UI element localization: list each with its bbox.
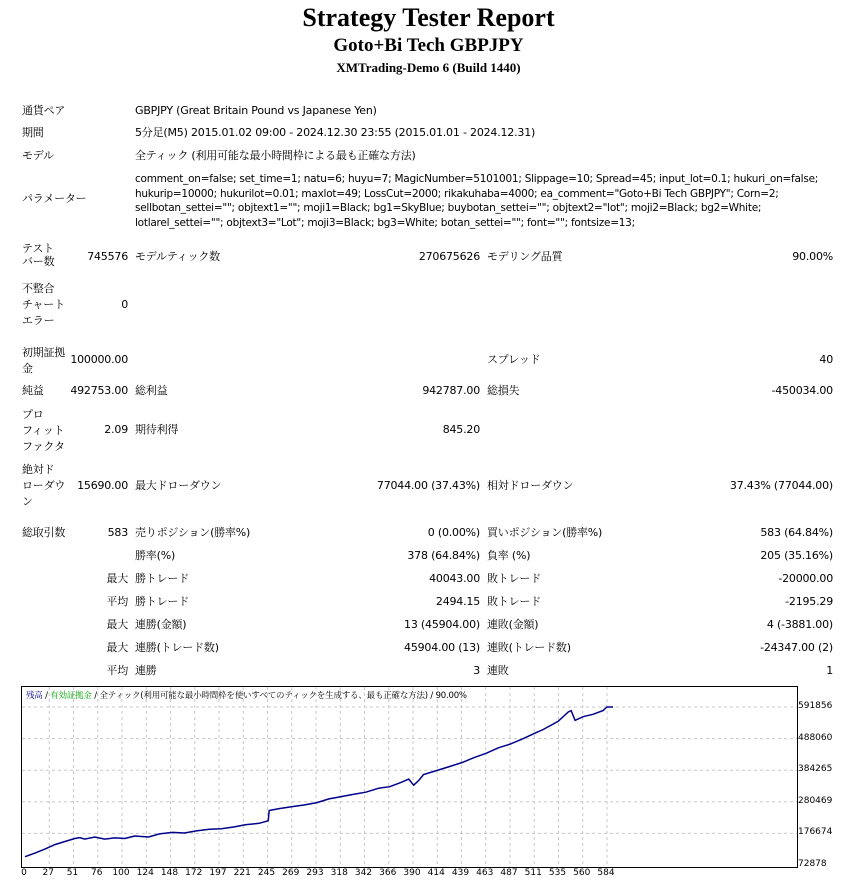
legend-balance: 残高: [26, 691, 43, 701]
balance-line: [25, 707, 613, 857]
x-tick-label: 511: [524, 868, 542, 878]
legend-equity: 有効証拠金: [50, 691, 92, 701]
x-tick-label: 245: [257, 868, 276, 878]
x-tick-label: 197: [209, 868, 227, 878]
max-drawdown-label: 最大ドローダウン: [135, 479, 222, 492]
avg-consec-losses-label: 連敗: [487, 664, 509, 677]
report-subtitle: Goto+Bi Tech GBPJPY: [333, 35, 524, 56]
x-tick-label: 221: [233, 868, 251, 878]
quality-value: 90.00%: [792, 250, 833, 263]
net-profit-label: 純益: [22, 384, 44, 397]
symbol-value: GBPJPY (Great Britain Pound vs Japanese Yen): [135, 104, 377, 117]
x-tick-label: 366: [379, 868, 397, 878]
x-tick-label: 172: [185, 868, 203, 878]
max-consec-profit-value: 45904.00 (13): [404, 641, 480, 654]
gross-loss-value: -450034.00: [771, 384, 833, 397]
period-value: 5分足(M5) 2015.01.02 09:00 - 2024.12.30 23:55 (2015.01.01 - 2024.12.31): [135, 126, 536, 139]
report-title: Strategy Tester Report: [302, 3, 555, 32]
symbol-label: 通貨ペア: [22, 104, 66, 117]
max-consec-loss-label: 連敗(トレード数): [487, 641, 571, 654]
y-tick-label: 488060: [798, 732, 833, 743]
x-tick-label: 100: [112, 868, 130, 878]
long-positions-label: 買いポジション(勝率%): [487, 526, 603, 539]
ticks-label: モデルティック数: [135, 250, 220, 263]
x-tick-label: 76: [91, 868, 103, 878]
legend-sep-1: /: [42, 691, 51, 701]
max-prefix-1: 最大: [106, 618, 128, 631]
chart-legend: [26, 689, 467, 701]
y-tick-label: 280469: [798, 795, 833, 806]
avg-loss-label: 敗トレード: [487, 595, 541, 608]
average-prefix: 平均: [106, 595, 128, 608]
bars-label: テスト バー数: [22, 242, 55, 268]
rel-drawdown-value: 37.43% (77044.00): [729, 479, 833, 492]
x-tick-label: 439: [451, 868, 470, 878]
x-tick-label: 342: [354, 868, 373, 878]
bars-value: 745576: [87, 250, 128, 263]
legend-sep-2: /: [91, 691, 100, 701]
legend-sep-3: /: [427, 691, 436, 701]
ticks-value: 270675626: [418, 250, 480, 263]
x-tick-label: 27: [42, 868, 54, 878]
deposit-label: 初期証拠 金: [22, 346, 66, 375]
x-tick-label: 560: [573, 868, 591, 878]
spread-value: 40: [819, 353, 833, 366]
largest-loss-value: -20000.00: [778, 572, 833, 585]
x-tick-label: 584: [597, 868, 615, 878]
balance-chart-svg: [22, 687, 797, 867]
gross-profit-label: 総利益: [135, 384, 168, 397]
x-tick-label: 414: [427, 868, 445, 878]
period-label: 期間: [22, 126, 44, 139]
report-build: XMTrading-Demo 6 (Build 1440): [336, 60, 521, 75]
params-label: パラメーター: [22, 192, 87, 205]
x-tick-label: 293: [306, 868, 324, 878]
total-trades-value: 583: [107, 526, 128, 539]
rel-drawdown-label: 相対ドローダウン: [487, 479, 574, 492]
x-tick-label: 318: [330, 868, 348, 878]
model-value: 全ティック (利用可能な最小時間枠による最も正確な方法): [135, 149, 416, 162]
model-label: モデル: [22, 149, 54, 162]
avg-consec-losses-value: 1: [826, 664, 833, 677]
deposit-value: 100000.00: [70, 353, 128, 366]
loss-rate-value: 205 (35.16%): [760, 549, 833, 562]
short-positions-value: 0 (0.00%): [427, 526, 480, 539]
net-profit-value: 492753.00: [70, 384, 128, 397]
long-positions-value: 583 (64.84%): [760, 526, 833, 539]
win-rate-value: 378 (64.84%): [407, 549, 480, 562]
max-prefix-2: 最大: [106, 641, 128, 654]
y-tick-label: 176674: [798, 827, 833, 838]
x-tick-label: 148: [160, 868, 179, 878]
spread-label: スプレッド: [487, 353, 541, 366]
x-tick-label: 51: [66, 868, 79, 878]
total-trades-label: 総取引数: [22, 526, 66, 539]
x-tick-label: 463: [476, 868, 494, 878]
max-consec-profit-label: 連勝(トレード数): [135, 641, 219, 654]
largest-win-label: 勝トレード: [135, 572, 189, 585]
abs-drawdown-value: 15690.00: [77, 479, 128, 492]
mismatch-value: 0: [121, 298, 128, 311]
x-tick-label: 535: [548, 868, 567, 878]
balance-chart: [21, 686, 798, 868]
avg-prefix-2: 平均: [106, 664, 128, 677]
max-consec-wins-label: 連勝(金額): [135, 618, 187, 631]
gross-profit-value: 942787.00: [422, 384, 480, 397]
avg-loss-value: -2195.29: [785, 595, 833, 608]
largest-loss-label: 敗トレード: [487, 572, 541, 585]
largest-prefix: 最大: [106, 572, 128, 585]
profit-factor-value: 2.09: [104, 423, 128, 436]
avg-win-label: 勝トレード: [135, 595, 189, 608]
avg-win-value: 2494.15: [435, 595, 480, 608]
abs-drawdown-label: 絶対ド ローダウ ン: [22, 463, 66, 508]
legend-model: 全ティック(利用可能な最小時間枠を使いすべてのティックを生成する、最も正確な方法): [99, 691, 428, 701]
gross-loss-label: 総損失: [487, 384, 520, 397]
max-consec-loss-value: -24347.00 (2): [760, 641, 833, 654]
legend-quality: 90.00%: [435, 691, 467, 701]
x-tick-label: 390: [403, 868, 421, 878]
avg-consec-wins-label: 連勝: [135, 664, 157, 677]
short-positions-label: 売りポジション(勝率%): [135, 526, 251, 539]
quality-label: モデリング品質: [487, 250, 563, 263]
params-value: comment_on=false; set_time=1; natu=6; huyu=7; MagicNumber=5101001; Slippage=10; Spread=45; input_lot=0.1; hukuri_on=false; hukurip=10000; hukurilot=0.01; maxlot=49; LossCut=2000; rikakuhaba=4000; ea_comment="Goto+Bi Tech GBPJPY"; Corn=2; sellbotan_settei=""; objtext1=""; moji1=Black; bg1=SkyBlue; buybotan_settei=""; objtext2="lot"; moji2=Black; bg2=White; lotlarel_settei=""; objtext3="Lot"; moji3=Black; bg3=White; botan_settei=""; font=""; fontsize=13;: [135, 173, 819, 229]
profit-factor-label: プロ フィット ファクタ: [22, 408, 65, 453]
expected-payoff-label: 期待利得: [135, 423, 179, 436]
win-rate-label: 勝率(%): [135, 549, 176, 562]
x-tick-label: 269: [282, 868, 300, 878]
y-tick-label: 384265: [798, 764, 833, 775]
avg-consec-wins-value: 3: [473, 664, 480, 677]
max-drawdown-value: 77044.00 (37.43%): [376, 479, 480, 492]
mismatch-label: 不整合 チャート エラー: [22, 282, 65, 327]
x-tick-label: 487: [500, 868, 518, 878]
max-consec-losses-label: 連敗(金額): [487, 618, 539, 631]
max-consec-losses-value: 4 (-3881.00): [766, 618, 833, 631]
y-tick-label: 72878: [798, 859, 827, 869]
expected-payoff-value: 845.20: [442, 423, 480, 436]
x-tick-label: 124: [136, 868, 154, 878]
largest-win-value: 40043.00: [429, 572, 480, 585]
loss-rate-label: 負率 (%): [487, 549, 531, 562]
x-tick-label: 0: [21, 868, 27, 878]
max-consec-wins-value: 13 (45904.00): [404, 618, 480, 631]
y-tick-label: 591856: [798, 701, 833, 711]
